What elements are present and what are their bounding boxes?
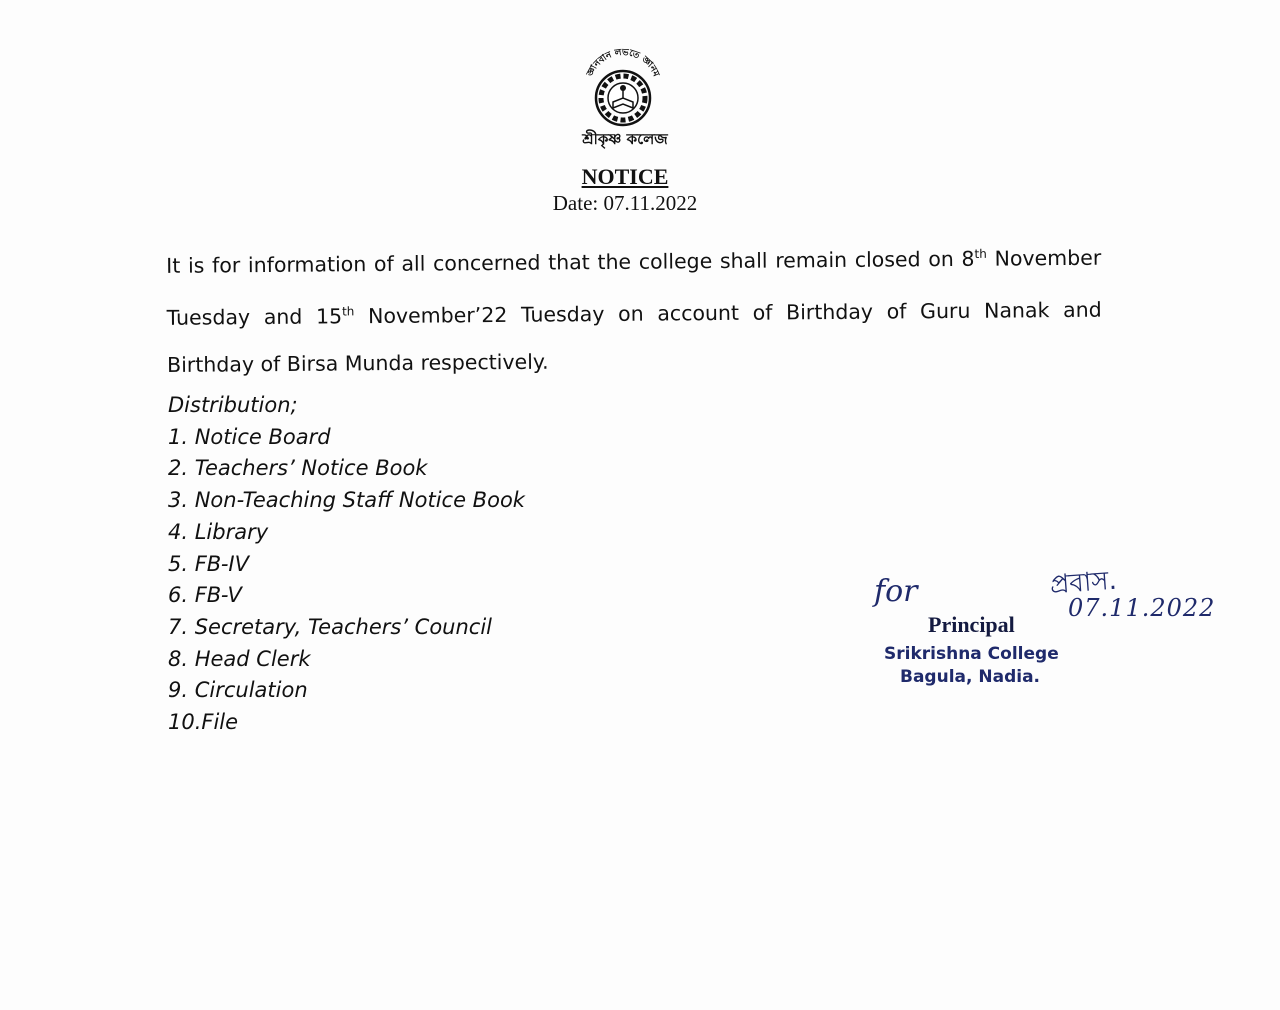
distribution-heading: Distribution; (168, 393, 298, 417)
list-item: 5. FB-IV (168, 551, 249, 576)
list-item: 9. Circulation (168, 678, 308, 703)
distribution-list (168, 390, 525, 739)
superscript-th-2: th (342, 304, 355, 319)
stamp-college-name: Srikrishna College (884, 644, 1059, 664)
body-text-part-2: November Tuesday and 15 (166, 245, 1102, 330)
handwritten-date: 07.11.2022 (1068, 594, 1216, 622)
list-item: 6. FB-V (168, 583, 242, 608)
notice-body (166, 230, 1102, 389)
signature-block (870, 562, 1260, 702)
superscript-th-1: th (974, 246, 987, 261)
list-item: 3. Non-Teaching Staff Notice Book (168, 488, 525, 513)
notice-date: Date: 07.11.2022 (552, 191, 698, 215)
list-item: 7. Secretary, Teachers’ Council (168, 614, 493, 639)
list-item: 1. Notice Board (168, 424, 331, 449)
list-item: 8. Head Clerk (168, 646, 311, 671)
college-name-bengali: শ্রীকৃষ্ণ কলেজ (582, 130, 668, 148)
svg-text:জ্ঞানবান লভতে জ্ঞানম (585, 48, 661, 79)
designation-principal: Principal (928, 612, 1015, 637)
stamp-place: Bagula, Nadia. (900, 667, 1041, 687)
logo-motto: জ্ঞানবান লভতে জ্ঞানম (585, 47, 661, 79)
college-logo-icon (578, 40, 668, 130)
list-item: 4. Library (168, 519, 269, 544)
list-item: 10.File (168, 710, 239, 735)
list-item: 2. Teachers’ Notice Book (168, 456, 428, 481)
body-text-part-3: November’22 Tuesday on account of Birthday of Guru Nanak and Birthday of Birsa Munda respectively. (167, 297, 1102, 377)
handwritten-signature: প্রবাস. (1048, 565, 1118, 601)
body-text-part-1: It is for information of all concerned that the college shall remain closed on 8 (166, 246, 975, 278)
notice-title: NOTICE (581, 164, 669, 189)
handwritten-for: for (874, 574, 918, 609)
